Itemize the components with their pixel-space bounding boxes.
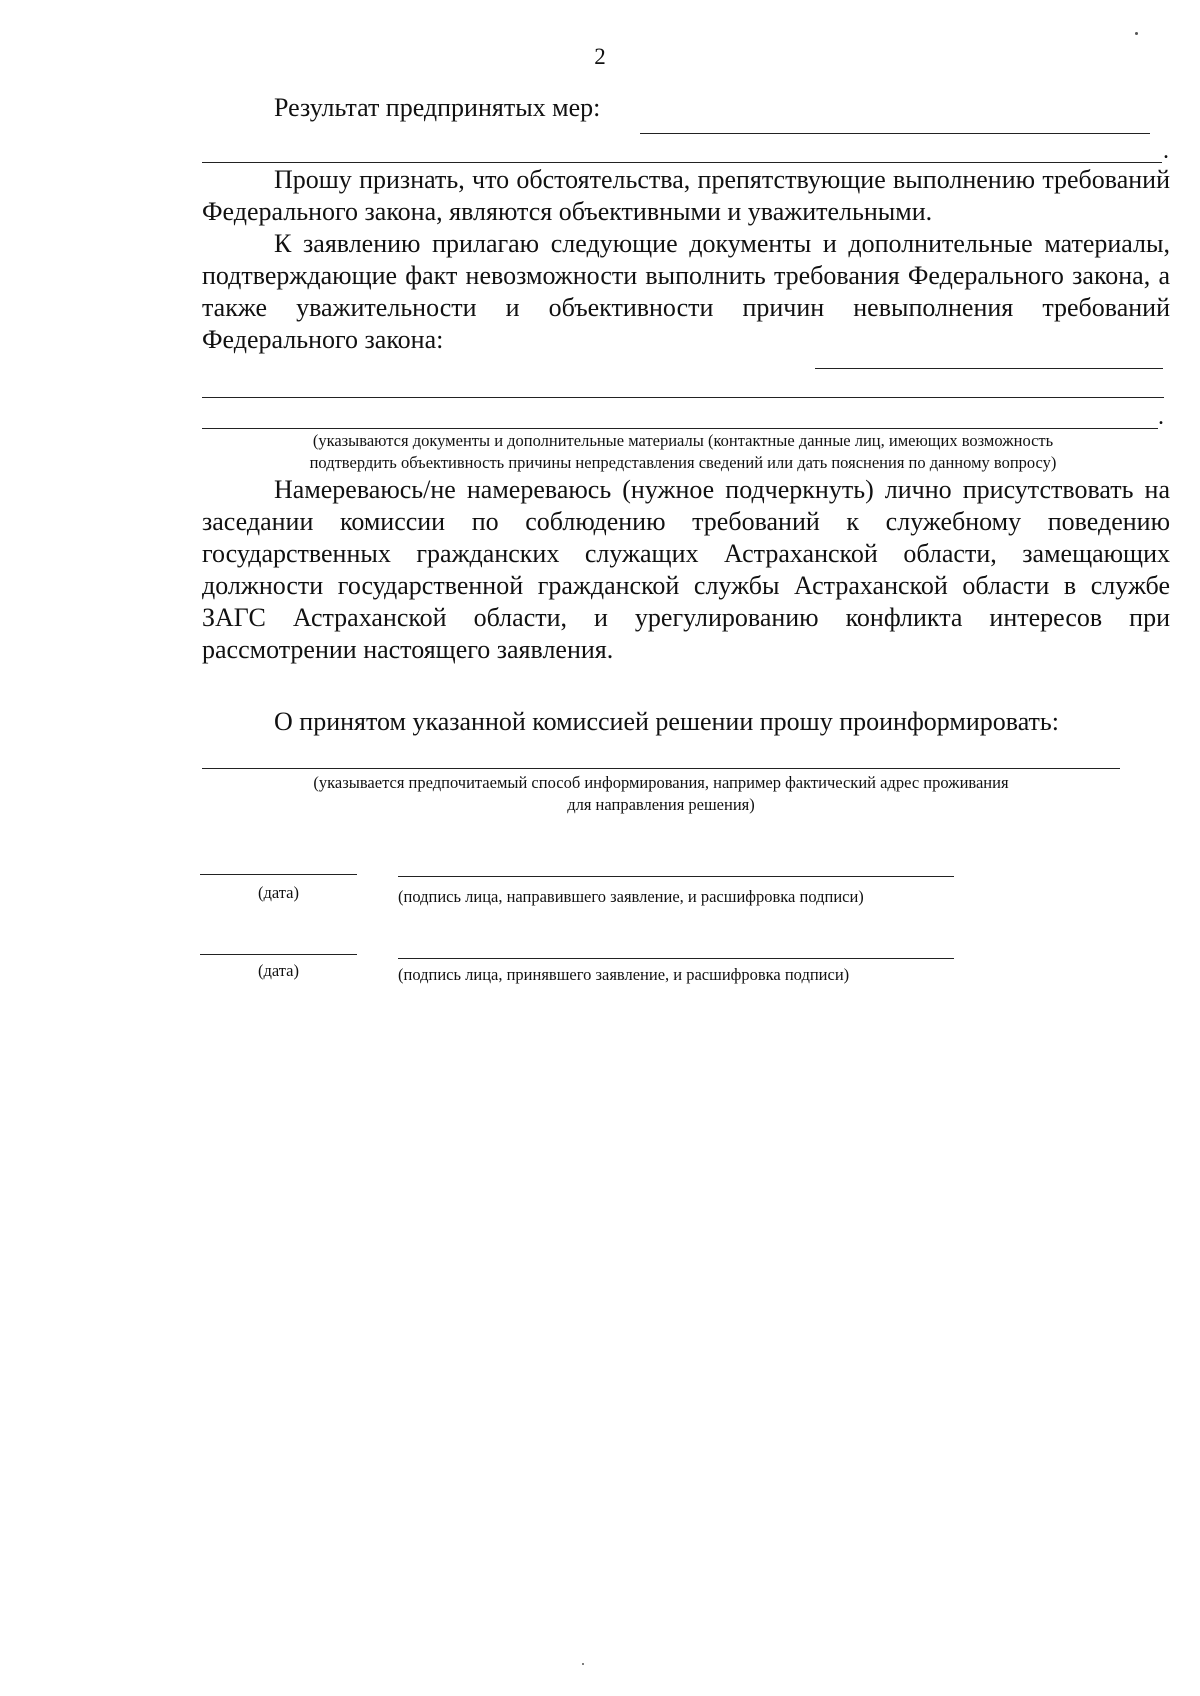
page-number: 2 — [594, 44, 606, 69]
attachments-blank-line-3 — [202, 428, 1158, 429]
result-blank-line-1 — [640, 133, 1150, 134]
result-period: . — [1163, 138, 1169, 164]
signature-2-date-label: (дата) — [257, 961, 300, 980]
result-label: Результат предпринятых мер: — [274, 93, 601, 122]
attachments-hint — [202, 430, 1164, 474]
inform-hint-line-2: для направления решения) — [567, 795, 755, 814]
scan-speck — [582, 1663, 584, 1665]
result-section — [202, 92, 1170, 124]
attachments-paragraph-text: К заявлению прилагаю следующие документы и дополнительные материалы, подтверждающие факт невозможности выполнить требования Федерального закона, а также уважительности и объективности причин невыполнения требований Федерального закона: — [202, 229, 1170, 354]
intent-paragraph: Намереваюсь/не намереваюсь (нужное подчеркнуть) лично присутствовать на заседании комиссии по соблюдению требований к служебному поведению государственных гражданских служащих Астраханской области, замещающих должности государственной гражданской службы Астраханской области в службе ЗАГС Астраханской области, и урегулированию конфликта интересов при рассмотрении настоящего заявления. — [202, 475, 1170, 664]
signature-2-sign-line — [398, 958, 954, 959]
inform-blank-line — [202, 768, 1120, 769]
signature-1-sign-label: (подпись лица, направившего заявление, и расшифровка подписи) — [398, 887, 864, 906]
request-paragraph: Прошу признать, что обстоятельства, препятствующие выполнению требований Федерального закона, являются объективными и уважительными. — [202, 165, 1170, 226]
attachments-blank-line-2 — [202, 397, 1164, 398]
attachments-blank-line-1 — [815, 368, 1163, 369]
signature-1-sign-line — [398, 876, 954, 877]
signature-2-date-line — [200, 954, 357, 955]
attachments-hint-line-1: (указываются документы и дополнительные материалы (контактные данные лиц, имеющих возможность — [312, 431, 1054, 450]
request-section — [202, 164, 1170, 228]
signature-1-date-label: (дата) — [257, 883, 300, 902]
result-blank-line-2 — [202, 162, 1162, 163]
inform-section — [202, 706, 1170, 738]
inform-paragraph: О принятом указанной комиссией решении прошу проинформировать: — [274, 707, 1060, 736]
attachments-hint-line-2: подтвердить объективность причины непредставления сведений или дать пояснения по данному вопросу) — [309, 453, 1057, 472]
signature-2-sign-label: (подпись лица, принявшего заявление, и расшифровка подписи) — [398, 965, 850, 984]
inform-hint — [202, 772, 1120, 816]
inform-hint-line-1: (указывается предпочитаемый способ информирования, например фактический адрес проживания — [313, 773, 1009, 792]
attachments-period: . — [1158, 404, 1164, 430]
signature-1-date-line — [200, 874, 357, 875]
attachments-text — [202, 228, 1170, 356]
intent-section — [202, 474, 1170, 666]
scan-speck — [1135, 32, 1138, 35]
